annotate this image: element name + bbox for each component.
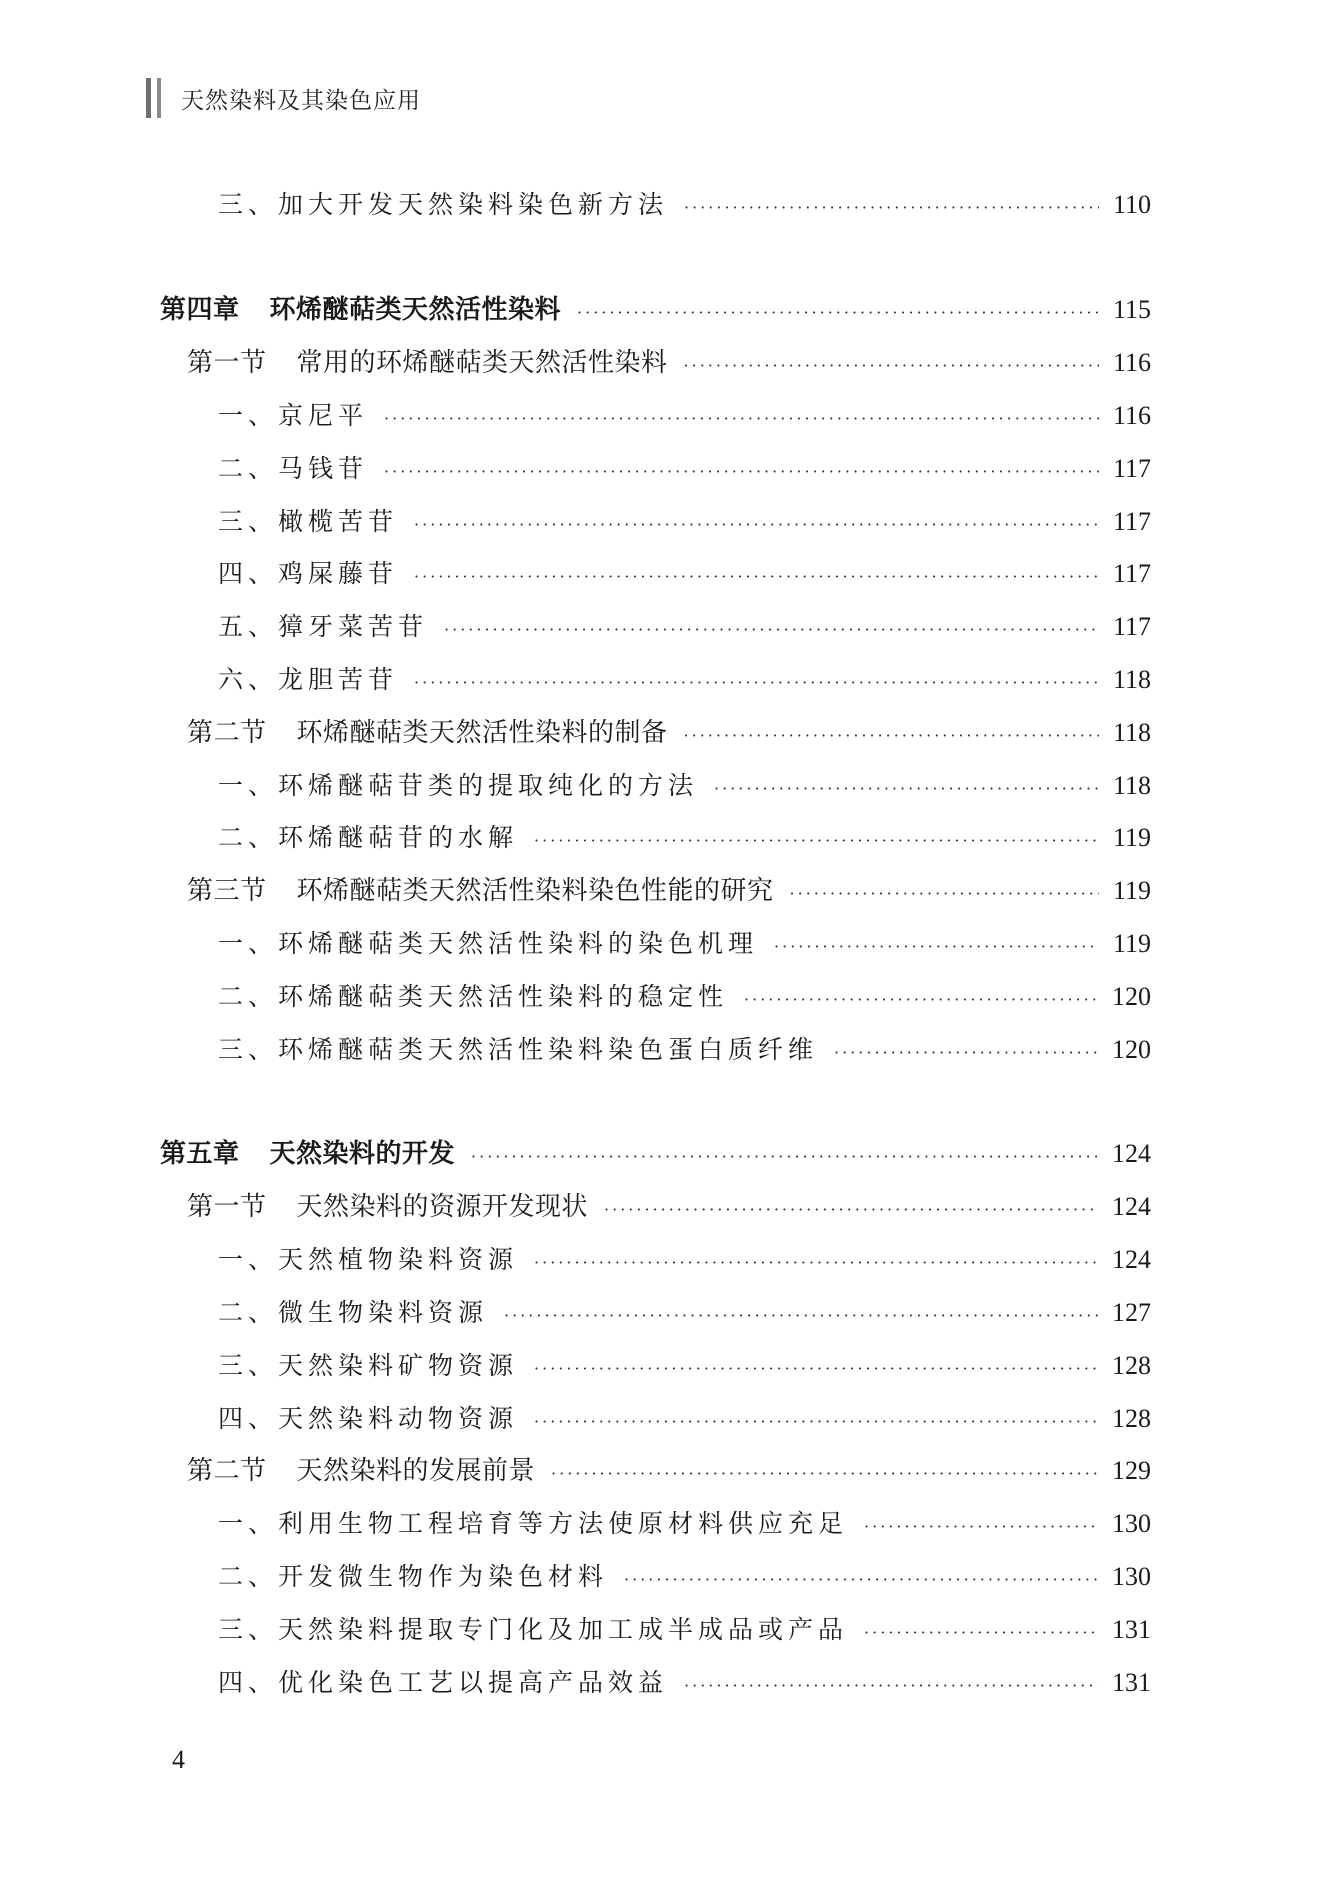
chapter-number: 第四章 [160, 295, 240, 325]
toc-chapter[interactable] [160, 1134, 1151, 1174]
toc-entry-title: 四、天然染料动物资源 [218, 1404, 519, 1433]
chapter-title: 环烯醚萜类天然活性染料 [269, 295, 562, 325]
header-title: 天然染料及其染色应用 [181, 87, 421, 114]
dot-leader [551, 1454, 1098, 1494]
dot-leader [774, 927, 1099, 967]
toc-entry-title: 三、天然染料矿物资源 [218, 1351, 519, 1380]
toc-entry-page: 117 [1112, 507, 1151, 536]
dot-leader [834, 1033, 1098, 1073]
chapter-number: 第五章 [160, 1139, 240, 1169]
toc-entry-page: 119 [1112, 929, 1151, 958]
toc-entry[interactable] [218, 185, 1151, 225]
section-number: 第二节 [187, 718, 267, 748]
toc-entry[interactable] [218, 1399, 1151, 1439]
toc-entry-page: 131 [1112, 1668, 1151, 1697]
toc-section[interactable] [187, 1187, 1151, 1227]
toc-section-title [187, 1187, 588, 1227]
dot-leader [444, 610, 1099, 650]
toc-entry-page: 110 [1112, 190, 1151, 219]
toc-entry-page: 117 [1112, 612, 1151, 641]
section-number: 第一节 [187, 348, 267, 378]
toc-entry-title: 四、鸡屎藤苷 [218, 559, 399, 588]
toc-section-title [187, 871, 774, 911]
toc-entry-title: 二、微生物染料资源 [218, 1298, 489, 1327]
dot-leader [684, 188, 1099, 228]
section-title: 环烯醚萜类天然活性染料的制备 [296, 718, 668, 748]
toc-entry-title: 三、环烯醚萜类天然活性染料染色蛋白质纤维 [218, 1035, 819, 1064]
dot-leader [714, 769, 1099, 809]
toc-entry-page: 127 [1112, 1298, 1151, 1327]
toc-entry[interactable] [218, 1293, 1151, 1333]
toc-chapter[interactable] [160, 290, 1151, 330]
toc-entry-page: 120 [1112, 982, 1151, 1011]
dot-leader [790, 874, 1099, 914]
toc-entry-title: 一、环烯醚萜类天然活性染料的染色机理 [218, 929, 759, 958]
toc-entry-title: 一、天然植物染料资源 [218, 1245, 519, 1274]
toc-entry-page: 130 [1112, 1509, 1151, 1538]
toc-entry-page: 117 [1112, 454, 1151, 483]
toc-entry-title: 四、优化染色工艺以提高产品效益 [218, 1668, 669, 1697]
toc-entry[interactable] [218, 924, 1151, 964]
chapter-title: 天然染料的开发 [269, 1139, 456, 1169]
toc-entry[interactable] [218, 1240, 1151, 1280]
dot-leader [504, 1296, 1098, 1336]
dot-leader [534, 1402, 1098, 1442]
dot-leader [384, 399, 1099, 439]
toc-section-title [187, 713, 668, 753]
toc-entry-page: 129 [1112, 1456, 1151, 1485]
section-title: 常用的环烯醚萜类天然活性染料 [296, 348, 668, 378]
toc-entry[interactable] [218, 766, 1151, 806]
toc-entry[interactable] [218, 977, 1151, 1017]
toc-entry[interactable] [218, 449, 1151, 489]
dot-leader [864, 1613, 1098, 1653]
toc-entry-title: 二、环烯醚萜苷的水解 [218, 823, 519, 852]
toc-entry-page: 120 [1112, 1035, 1151, 1064]
toc-entry-page: 128 [1112, 1404, 1151, 1433]
section-number: 第一节 [187, 1192, 267, 1222]
header-bars-decoration [146, 78, 161, 118]
toc-entry[interactable] [218, 660, 1151, 700]
section-title: 环烯醚萜类天然活性染料染色性能的研究 [296, 876, 774, 906]
toc-entry[interactable] [218, 1610, 1151, 1650]
toc-section[interactable] [187, 1451, 1151, 1491]
section-number: 第二节 [187, 1456, 267, 1486]
toc-entry-title: 一、利用生物工程培育等方法使原材料供应充足 [218, 1509, 849, 1538]
toc-entry[interactable] [218, 818, 1151, 858]
toc-entry-title: 一、京尼平 [218, 401, 369, 430]
toc-entry[interactable] [218, 1557, 1151, 1597]
dot-leader [414, 663, 1099, 703]
toc-entry-page: 124 [1112, 1192, 1151, 1221]
dot-leader [534, 821, 1099, 861]
toc-chapter-title [160, 1134, 455, 1174]
toc-entry-title: 一、环烯醚萜苷类的提取纯化的方法 [218, 771, 699, 800]
toc-entry-title: 三、天然染料提取专门化及加工成半成品或产品 [218, 1615, 849, 1644]
toc-entry-page: 119 [1112, 876, 1151, 905]
toc-entry-title: 三、加大开发天然染料染色新方法 [218, 190, 669, 219]
dot-leader [534, 1349, 1098, 1389]
toc-entry[interactable] [218, 554, 1151, 594]
toc-entry-page: 116 [1112, 401, 1151, 430]
toc-entry-page: 124 [1112, 1245, 1151, 1274]
toc-entry-page: 118 [1112, 771, 1151, 800]
toc-section-title [187, 1451, 535, 1491]
toc-chapter-title [160, 290, 561, 330]
dot-leader [604, 1190, 1098, 1230]
dot-leader [684, 346, 1099, 386]
toc-entry-page: 131 [1112, 1615, 1151, 1644]
toc-entry-title: 二、开发微生物作为染色材料 [218, 1562, 609, 1591]
toc-entry-page: 115 [1112, 295, 1151, 324]
toc-entry-page: 124 [1112, 1139, 1151, 1168]
toc-entry[interactable] [218, 1346, 1151, 1386]
toc-section[interactable] [187, 713, 1151, 753]
dot-leader [414, 505, 1099, 545]
toc-entry-title: 二、马钱苷 [218, 454, 369, 483]
toc-section[interactable] [187, 871, 1151, 911]
dot-leader [624, 1560, 1098, 1600]
toc-entry-page: 119 [1112, 823, 1151, 852]
toc-entry[interactable] [218, 502, 1151, 542]
dot-leader [534, 1243, 1098, 1283]
dot-leader [414, 557, 1099, 597]
toc-entry[interactable] [218, 1504, 1151, 1544]
dot-leader [744, 980, 1098, 1020]
section-title: 天然染料的资源开发现状 [296, 1192, 589, 1222]
dot-leader [384, 452, 1099, 492]
toc-entry-page: 116 [1112, 348, 1151, 377]
toc-entry-page: 128 [1112, 1351, 1151, 1380]
toc-entry-title: 五、獐牙菜苦苷 [218, 612, 429, 641]
section-title: 天然染料的发展前景 [296, 1456, 536, 1486]
section-number: 第三节 [187, 876, 267, 906]
toc-entry-page: 130 [1112, 1562, 1151, 1591]
dot-leader [684, 716, 1099, 756]
toc-entry-page: 118 [1112, 665, 1151, 694]
toc-entry[interactable] [218, 1030, 1151, 1070]
toc-section[interactable] [187, 343, 1151, 383]
toc-entry-title: 六、龙胆苦苷 [218, 665, 399, 694]
dot-leader [864, 1507, 1098, 1547]
toc-entry[interactable] [218, 1663, 1151, 1703]
dot-leader [577, 293, 1099, 333]
dot-leader [471, 1137, 1098, 1177]
running-header [146, 78, 421, 118]
toc-entry-page: 118 [1112, 718, 1151, 747]
toc-entry-page: 117 [1112, 559, 1151, 588]
toc-entry-title: 二、环烯醚萜类天然活性染料的稳定性 [218, 982, 729, 1011]
toc-entry[interactable] [218, 396, 1151, 436]
toc-section-title [187, 343, 668, 383]
page-number: 4 [172, 1745, 185, 1774]
toc-entry[interactable] [218, 607, 1151, 647]
dot-leader [684, 1666, 1098, 1706]
toc-entry-title: 三、橄榄苦苷 [218, 507, 399, 536]
